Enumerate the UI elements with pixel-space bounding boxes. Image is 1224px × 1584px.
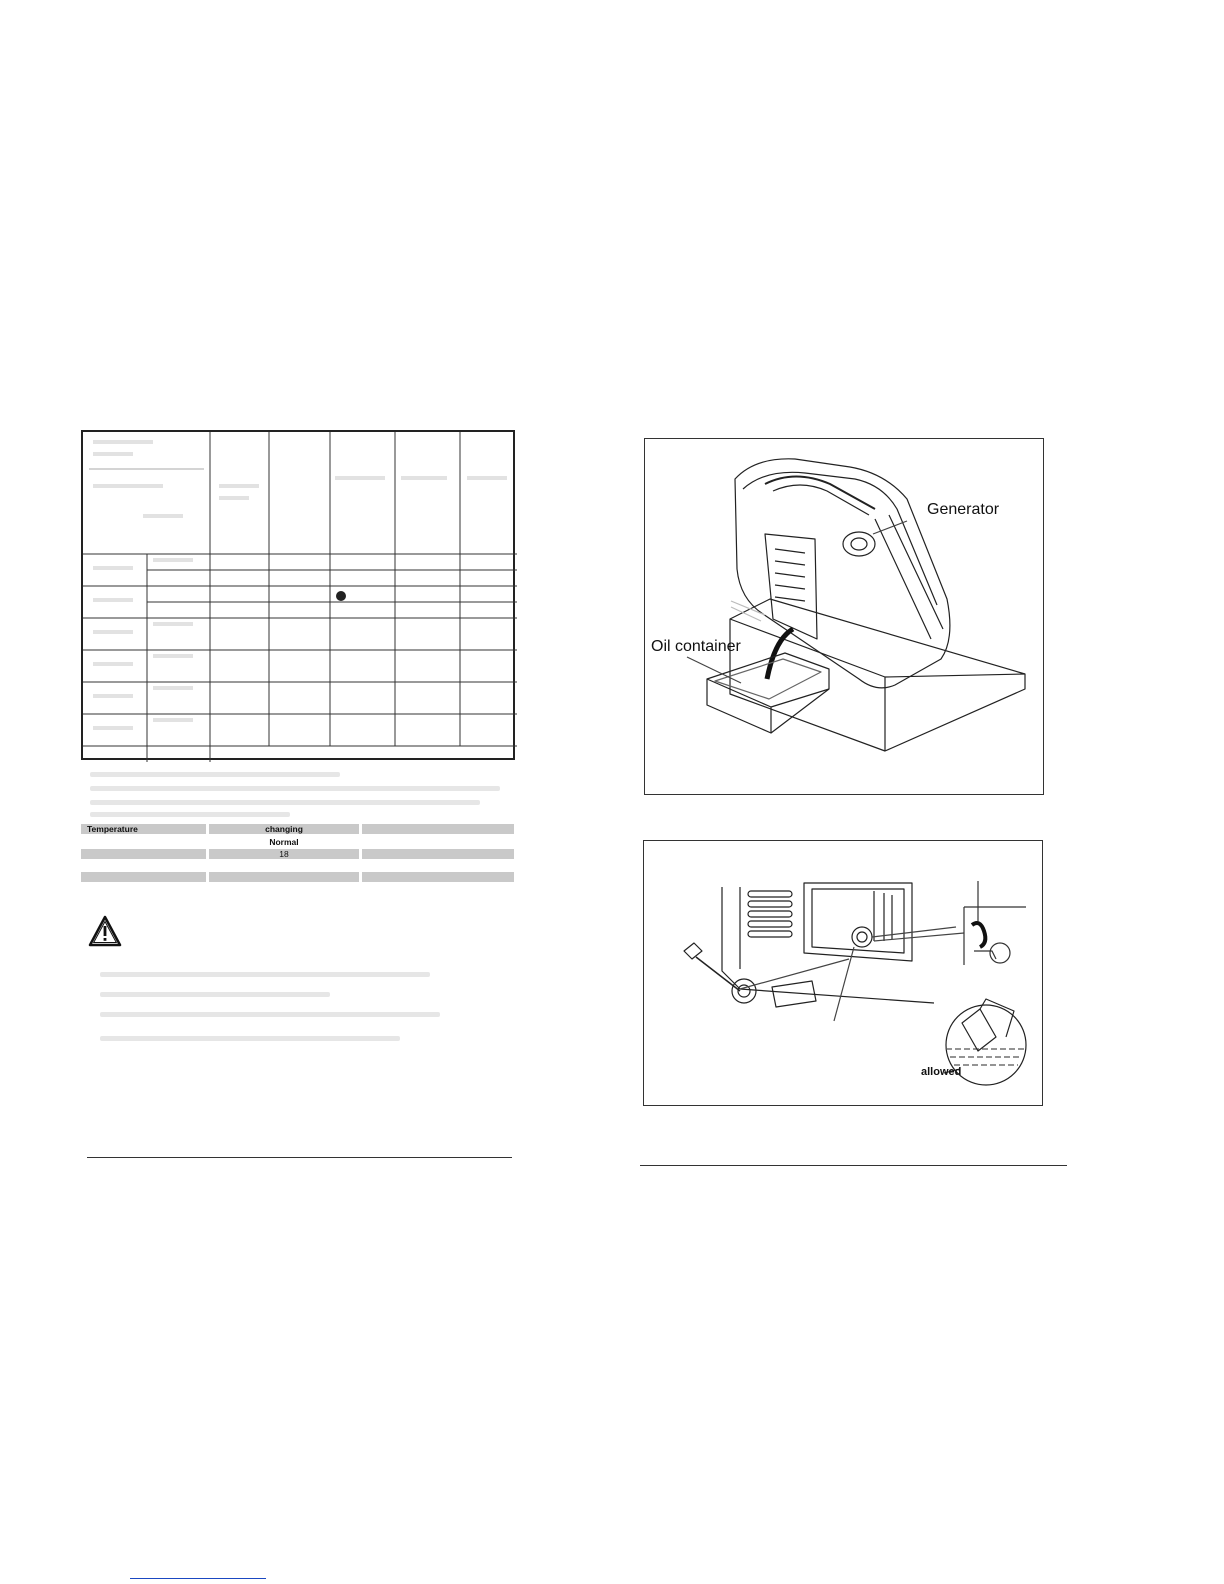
allowed-label: allowed (921, 1066, 962, 1078)
oil-drain-figure (644, 438, 1044, 795)
faded-text-line (90, 800, 480, 805)
generator-label: Generator (927, 501, 1000, 518)
faded-text-line (100, 992, 330, 997)
faded-text-line (100, 1012, 440, 1017)
row-value: 18 (279, 849, 289, 859)
faded-text-line (90, 772, 340, 777)
temperature-header-label: Temperature (87, 824, 138, 834)
changing-header-label: changing (265, 824, 303, 834)
right-page-footer-rule (640, 1165, 1067, 1166)
maintenance-schedule-table (81, 430, 515, 760)
oil-fill-illustration (644, 841, 1041, 1104)
faded-text-line (100, 972, 430, 977)
row-2-cell-3 (362, 849, 514, 859)
faded-text-line (90, 812, 290, 817)
oil-container-label: Oil container (651, 638, 741, 655)
oil-level-figure (643, 840, 1043, 1106)
table-grid-lines (83, 432, 517, 762)
bottom-link-rule (130, 1578, 266, 1579)
warning-triangle-icon (88, 915, 122, 947)
header-cell-3 (362, 824, 514, 834)
schedule-dot-marker (336, 591, 346, 601)
row-2-cell-1 (81, 849, 206, 859)
left-page-footer-rule (87, 1157, 512, 1158)
row-3-cell-3 (362, 872, 514, 882)
changing-header-cell (209, 824, 359, 834)
row-3-cell-2 (209, 872, 359, 882)
row-2-cell-2 (209, 849, 359, 859)
row-3-cell-1 (81, 872, 206, 882)
temperature-header-cell (81, 824, 206, 834)
faded-text-line (90, 786, 500, 791)
faded-text-line (100, 1036, 400, 1041)
normal-row-label: Normal (269, 837, 299, 847)
generator-drain-illustration (645, 439, 1042, 793)
